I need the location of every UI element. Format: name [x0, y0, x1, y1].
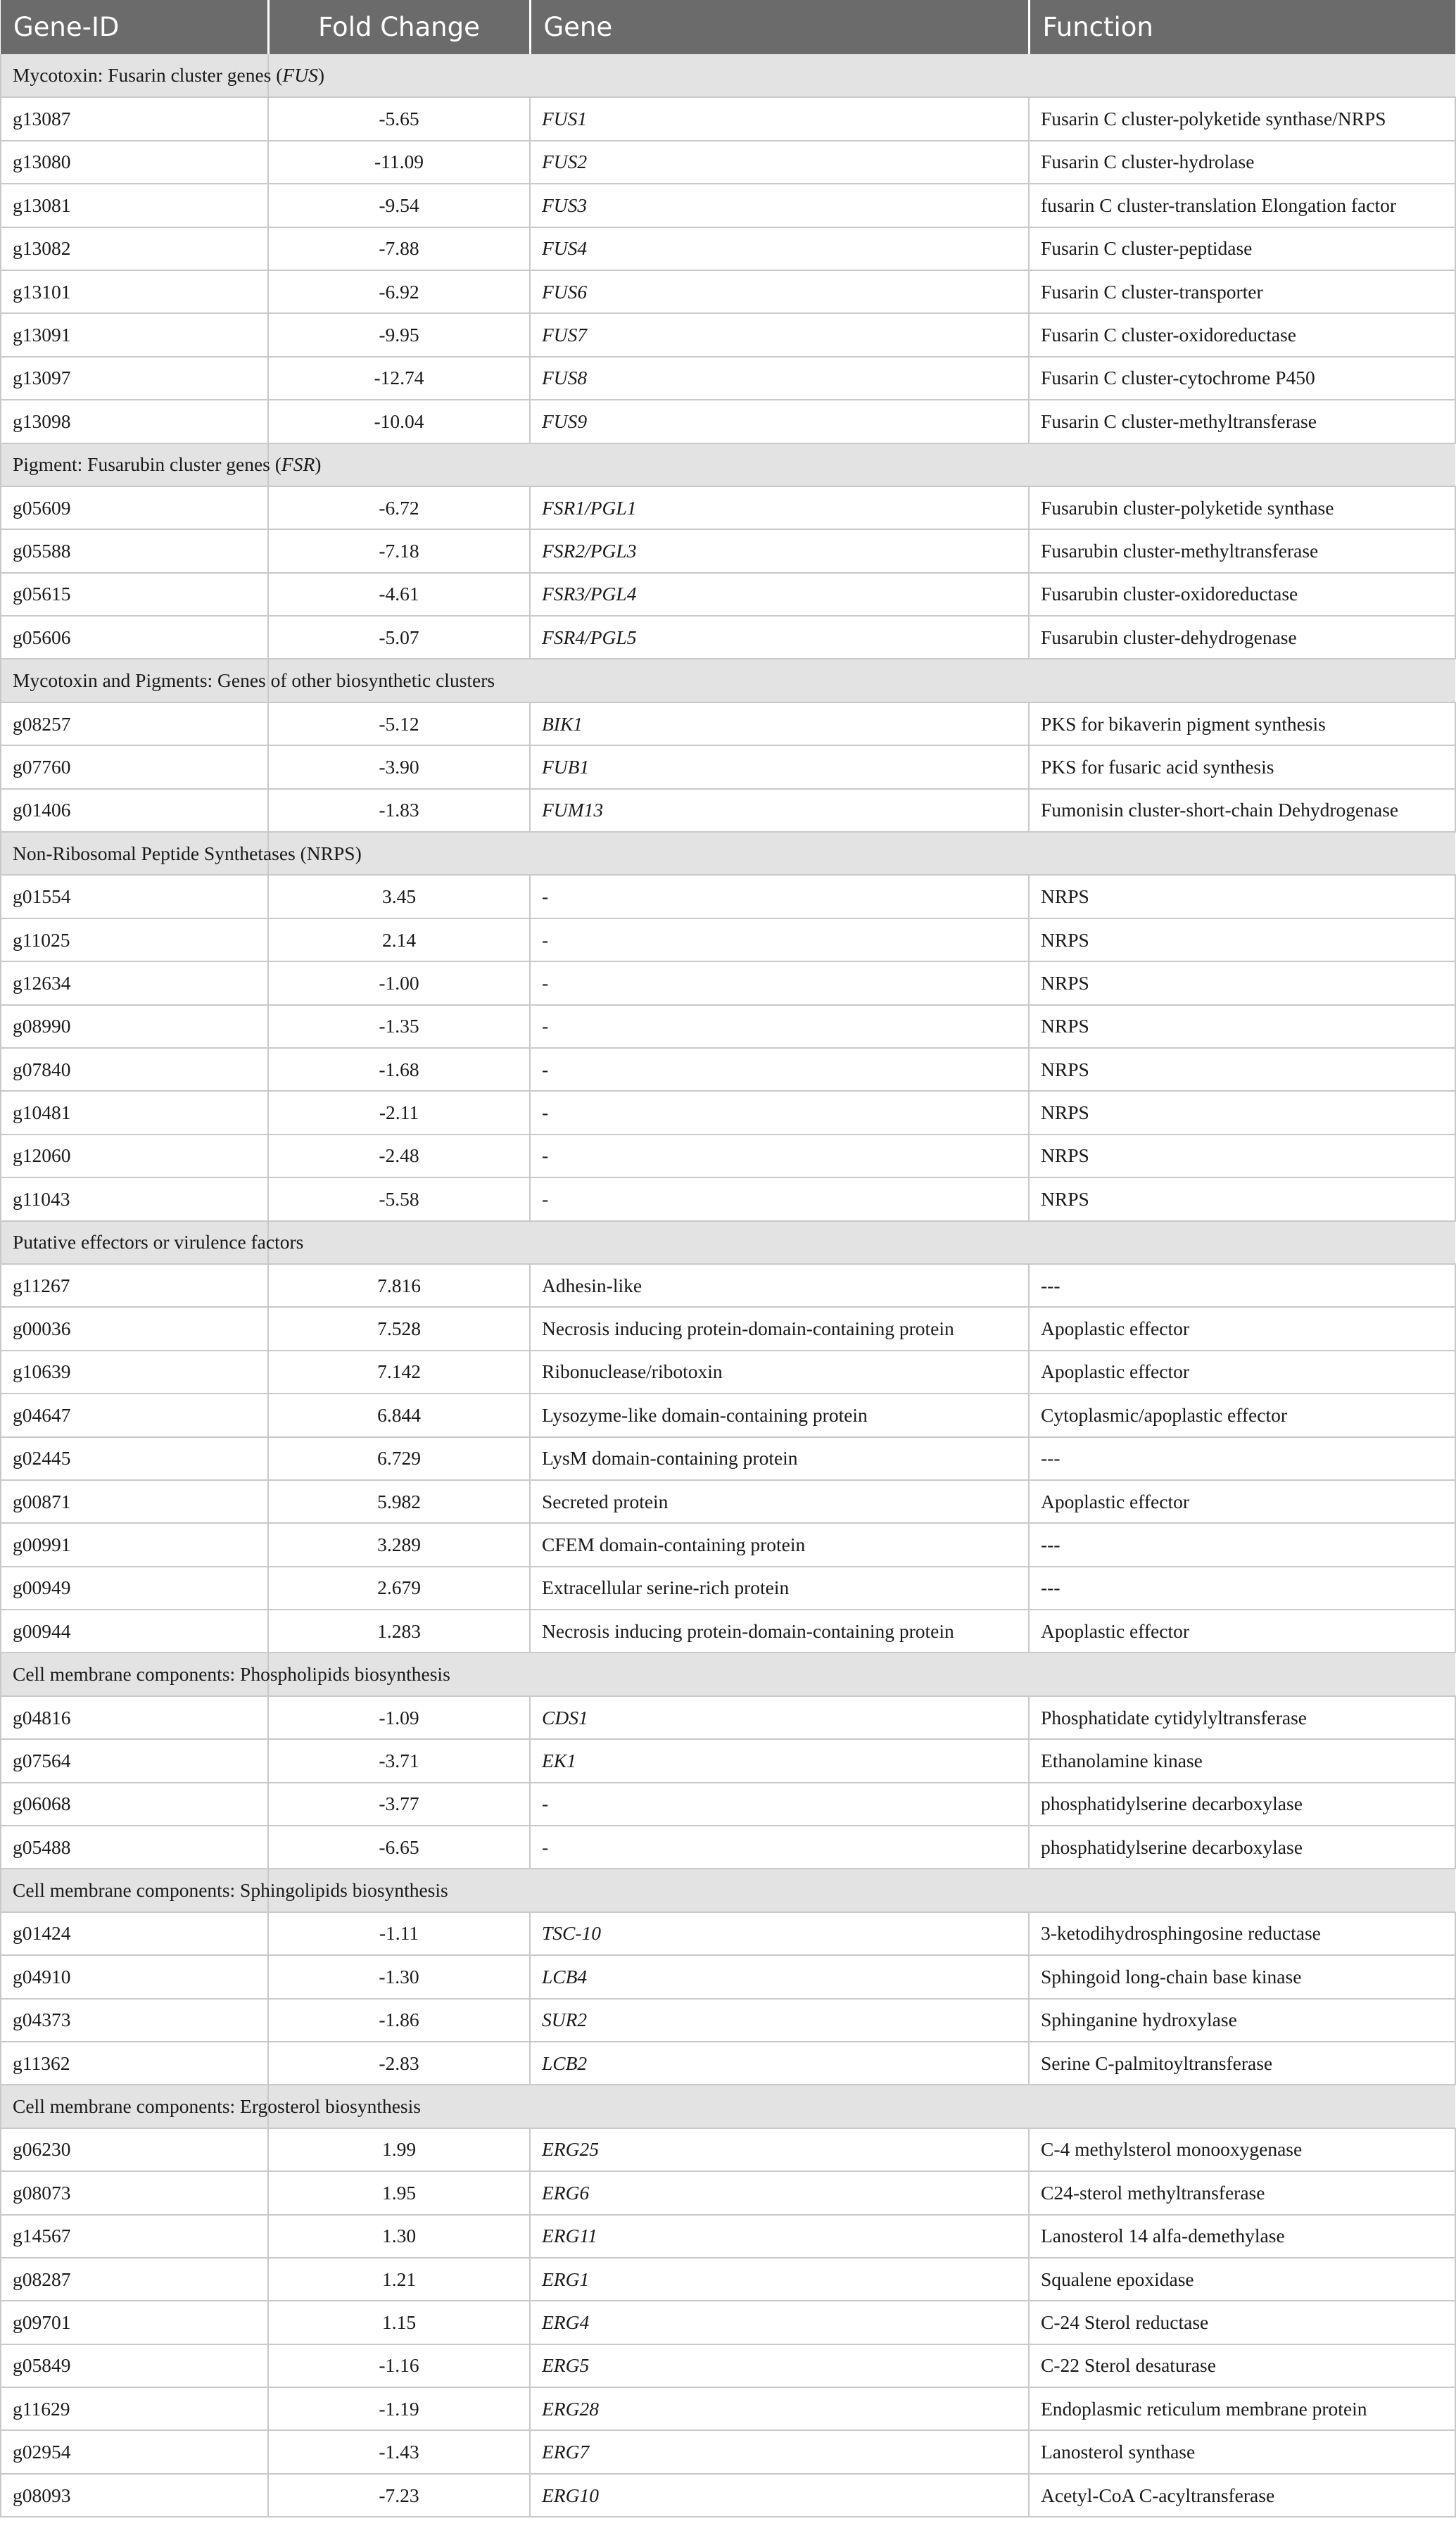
fold-change-cell: 6.729 [268, 1437, 530, 1480]
fold-change-cell: -1.16 [268, 2344, 530, 2387]
fold-change-cell: -7.18 [268, 529, 530, 572]
function-cell: NRPS [1029, 875, 1455, 918]
function-cell: --- [1029, 1437, 1455, 1480]
section-filler-cell [530, 1221, 1029, 1264]
gene-id-cell: g00871 [1, 1480, 268, 1523]
gene-id-cell: g13091 [1, 313, 268, 356]
fold-change-cell: -6.72 [268, 486, 530, 529]
table-row [1, 616, 1455, 659]
fold-change-cell: 1.95 [268, 2171, 530, 2214]
gene-cell: FUM13 [530, 789, 1029, 832]
gene-cell: - [530, 918, 1029, 961]
gene-id-cell: g04910 [1, 1955, 268, 1998]
fold-change-cell: -1.68 [268, 1048, 530, 1091]
function-cell: Fusarubin cluster-oxidoreductase [1029, 573, 1455, 616]
fold-change-cell: -1.09 [268, 1696, 530, 1739]
gene-cell: LCB2 [530, 2042, 1029, 2085]
section-title-text: Mycotoxin: Fusarin cluster genes ( [13, 64, 283, 87]
fold-change-cell: -1.43 [268, 2430, 530, 2473]
function-cell: Fusarin C cluster-peptidase [1029, 227, 1455, 270]
table-row [1, 1783, 1455, 1826]
gene-cell: - [530, 1048, 1029, 1091]
gene-id-cell: g10481 [1, 1091, 268, 1134]
function-cell: Fumonisin cluster-short-chain Dehydrogenase [1029, 789, 1455, 832]
table-row [1, 1264, 1455, 1307]
gene-cell: FSR4/PGL5 [530, 616, 1029, 659]
function-cell: Apoplastic effector [1029, 1480, 1455, 1523]
gene-id-cell: g13082 [1, 227, 268, 270]
fold-change-cell: 1.283 [268, 1610, 530, 1653]
table-row [1, 2042, 1455, 2085]
gene-cell: SUR2 [530, 1999, 1029, 2042]
gene-id-cell: g04816 [1, 1696, 268, 1739]
gene-cell: - [530, 1783, 1029, 1826]
fold-change-cell: -12.74 [268, 357, 530, 400]
gene-cell: Adhesin-like [530, 1264, 1029, 1307]
section-title [1, 832, 362, 875]
fold-change-cell: -2.83 [268, 2042, 530, 2085]
gene-cell: ERG5 [530, 2344, 1029, 2387]
section-header-row [1, 1869, 1455, 1912]
gene-cell: BIK1 [530, 702, 1029, 745]
gene-id-cell: g05615 [1, 573, 268, 616]
function-cell: NRPS [1029, 918, 1455, 961]
fold-change-cell: -5.12 [268, 702, 530, 745]
section-title-text: Mycotoxin and Pigments: Genes of other biosynthetic clusters [13, 669, 495, 692]
fold-change-cell: -6.92 [268, 270, 530, 313]
header-fold-change: Fold Change [268, 0, 530, 54]
table-row [1, 1999, 1455, 2042]
gene-id-cell: g13097 [1, 357, 268, 400]
gene-id-cell: g05488 [1, 1826, 268, 1869]
section-title [1, 1653, 450, 1695]
table-row [1, 529, 1455, 572]
gene-cell: FSR2/PGL3 [530, 529, 1029, 572]
table-row [1, 141, 1455, 184]
gene-cell: ERG1 [530, 2258, 1029, 2301]
fold-change-cell: -1.11 [268, 1912, 530, 1955]
fold-change-cell: -3.90 [268, 745, 530, 788]
section-title-suffix: ) [317, 64, 324, 87]
gene-id-cell: g04373 [1, 1999, 268, 2042]
gene-id-cell: g10639 [1, 1351, 268, 1394]
fold-change-cell: -1.19 [268, 2387, 530, 2430]
table-row [1, 357, 1455, 400]
table-row [1, 1523, 1455, 1566]
function-cell: Sphinganine hydroxylase [1029, 1999, 1455, 2042]
gene-cell: Extracellular serine-rich protein [530, 1567, 1029, 1610]
function-cell: C24-sterol methyltransferase [1029, 2171, 1455, 2214]
function-cell: NRPS [1029, 1135, 1455, 1177]
function-cell: C-24 Sterol reductase [1029, 2301, 1455, 2344]
fold-change-cell: -2.11 [268, 1091, 530, 1134]
gene-id-cell: g12060 [1, 1135, 268, 1177]
gene-id-cell: g00991 [1, 1523, 268, 1566]
function-cell: Fusarubin cluster-methyltransferase [1029, 529, 1455, 572]
table-row [1, 1912, 1455, 1955]
function-cell: Lanosterol synthase [1029, 2430, 1455, 2473]
fold-change-cell: 6.844 [268, 1394, 530, 1436]
function-cell: Fusarin C cluster-hydrolase [1029, 141, 1455, 184]
gene-cell: - [530, 1135, 1029, 1177]
section-filler-cell [1029, 832, 1455, 875]
section-filler-cell [530, 659, 1029, 702]
function-cell: PKS for fusaric acid synthesis [1029, 745, 1455, 788]
function-cell: Fusarin C cluster-polyketide synthase/NRPS [1029, 97, 1455, 140]
fold-change-cell: 7.528 [268, 1307, 530, 1350]
function-cell: Ethanolamine kinase [1029, 1739, 1455, 1782]
gene-cell: ERG25 [530, 2128, 1029, 2171]
table-row [1, 918, 1455, 961]
gene-cell: ERG6 [530, 2171, 1029, 2214]
gene-cell: FUS9 [530, 400, 1029, 443]
table-row [1, 1955, 1455, 1998]
section-title-text: Cell membrane components: Ergosterol biosynthesis [13, 2095, 421, 2118]
gene-id-cell: g02445 [1, 1437, 268, 1480]
gene-cell: - [530, 961, 1029, 1004]
fold-change-cell: 2.14 [268, 918, 530, 961]
gene-id-cell: g08990 [1, 1005, 268, 1048]
table-row [1, 1177, 1455, 1220]
section-header-row [1, 832, 1455, 875]
header-function: Function [1029, 0, 1455, 54]
table-row [1, 875, 1455, 918]
fold-change-cell: -1.35 [268, 1005, 530, 1048]
table-row [1, 2387, 1455, 2430]
fold-change-cell: 1.30 [268, 2215, 530, 2258]
function-cell: Apoplastic effector [1029, 1610, 1455, 1653]
fold-change-cell: 3.289 [268, 1523, 530, 1566]
gene-cell: FSR3/PGL4 [530, 573, 1029, 616]
gene-id-cell: g02954 [1, 2430, 268, 2473]
gene-id-cell: g11267 [1, 1264, 268, 1307]
fold-change-cell: -9.54 [268, 184, 530, 227]
section-header-row [1, 443, 1455, 486]
gene-cell: Necrosis inducing protein-domain-containing protein [530, 1610, 1029, 1653]
table-row [1, 1394, 1455, 1436]
gene-cell: FUS2 [530, 141, 1029, 184]
section-header-row [1, 659, 1455, 702]
gene-cell: - [530, 1005, 1029, 1048]
section-filler-cell [530, 54, 1029, 97]
gene-id-cell: g01424 [1, 1912, 268, 1955]
gene-id-cell: g14567 [1, 2215, 268, 2258]
table-row [1, 573, 1455, 616]
section-header-row [1, 1221, 1455, 1264]
section-filler-cell [530, 1869, 1029, 1912]
gene-id-cell: g13081 [1, 184, 268, 227]
section-filler-cell [530, 1653, 1029, 1695]
gene-cell: FUB1 [530, 745, 1029, 788]
function-cell: --- [1029, 1264, 1455, 1307]
function-cell: Apoplastic effector [1029, 1351, 1455, 1394]
fold-change-cell: 3.45 [268, 875, 530, 918]
function-cell: Fusarin C cluster-oxidoreductase [1029, 313, 1455, 356]
function-cell: NRPS [1029, 1091, 1455, 1134]
table-row [1, 270, 1455, 313]
gene-cell: FSR1/PGL1 [530, 486, 1029, 529]
fold-change-cell: -11.09 [268, 141, 530, 184]
function-cell: PKS for bikaverin pigment synthesis [1029, 702, 1455, 745]
fold-change-cell: -7.88 [268, 227, 530, 270]
fold-change-cell: 7.816 [268, 1264, 530, 1307]
table-row [1, 1826, 1455, 1869]
table-row [1, 184, 1455, 227]
function-cell: Fusarubin cluster-dehydrogenase [1029, 616, 1455, 659]
table-row [1, 2171, 1455, 2214]
section-filler-cell [530, 832, 1029, 875]
section-title-text: Pigment: Fusarubin cluster genes ( [13, 453, 281, 476]
function-cell: Lanosterol 14 alfa-demethylase [1029, 2215, 1455, 2258]
function-cell: Squalene epoxidase [1029, 2258, 1455, 2301]
gene-id-cell: g06068 [1, 1783, 268, 1826]
gene-id-cell: g00944 [1, 1610, 268, 1653]
table-row [1, 1005, 1455, 1048]
table-row [1, 97, 1455, 140]
function-cell: NRPS [1029, 1048, 1455, 1091]
table-row [1, 2258, 1455, 2301]
section-title [1, 443, 322, 486]
gene-cell: FUS6 [530, 270, 1029, 313]
gene-cell: TSC-10 [530, 1912, 1029, 1955]
fold-change-cell: -6.65 [268, 1826, 530, 1869]
gene-cell: - [530, 875, 1029, 918]
table-row [1, 961, 1455, 1004]
function-cell: phosphatidylserine decarboxylase [1029, 1826, 1455, 1869]
function-cell: C-4 methylsterol monooxygenase [1029, 2128, 1455, 2171]
gene-id-cell: g00949 [1, 1567, 268, 1610]
function-cell: Serine C-palmitoyltransferase [1029, 2042, 1455, 2085]
gene-id-cell: g05606 [1, 616, 268, 659]
section-filler-cell [268, 1221, 530, 1264]
function-cell: Apoplastic effector [1029, 1307, 1455, 1350]
section-title-text: Cell membrane components: Phospholipids biosynthesis [13, 1663, 450, 1686]
fold-change-cell: 1.15 [268, 2301, 530, 2344]
function-cell: NRPS [1029, 1177, 1455, 1220]
gene-cell: - [530, 1177, 1029, 1220]
function-cell: C-22 Sterol desaturase [1029, 2344, 1455, 2387]
gene-id-cell: g07840 [1, 1048, 268, 1091]
table-row [1, 1696, 1455, 1739]
fold-change-cell: 7.142 [268, 1351, 530, 1394]
section-title-text: Putative effectors or virulence factors [13, 1231, 304, 1253]
gene-id-cell: g11629 [1, 2387, 268, 2430]
section-header-row [1, 2085, 1455, 2128]
table-row [1, 702, 1455, 745]
function-cell: --- [1029, 1523, 1455, 1566]
section-title [1, 2085, 421, 2128]
fold-change-cell: 2.679 [268, 1567, 530, 1610]
fold-change-cell: -10.04 [268, 400, 530, 443]
gene-id-cell: g08093 [1, 2474, 268, 2517]
fold-change-cell: 5.982 [268, 1480, 530, 1523]
fold-change-cell: -5.58 [268, 1177, 530, 1220]
function-cell: NRPS [1029, 961, 1455, 1004]
table-row [1, 1610, 1455, 1653]
fold-change-cell: -9.95 [268, 313, 530, 356]
section-title-gene-symbol: FUS [282, 64, 318, 87]
table-row [1, 1351, 1455, 1394]
gene-id-cell: g11025 [1, 918, 268, 961]
gene-id-cell: g07760 [1, 745, 268, 788]
function-cell: Fusarin C cluster-transporter [1029, 270, 1455, 313]
fold-change-cell: -1.83 [268, 789, 530, 832]
table-row [1, 2344, 1455, 2387]
section-title-text: Cell membrane components: Sphingolipids biosynthesis [13, 1879, 448, 1902]
gene-cell: Lysozyme-like domain-containing protein [530, 1394, 1029, 1436]
gene-cell: ERG7 [530, 2430, 1029, 2473]
gene-cell: - [530, 1091, 1029, 1134]
section-filler-cell [1029, 1653, 1455, 1695]
function-cell: Fusarubin cluster-polyketide synthase [1029, 486, 1455, 529]
gene-id-cell: g11043 [1, 1177, 268, 1220]
table-row [1, 745, 1455, 788]
table-row [1, 227, 1455, 270]
section-filler-cell [530, 443, 1029, 486]
section-title [1, 659, 495, 702]
function-cell: fusarin C cluster-translation Elongation factor [1029, 184, 1455, 227]
section-filler-cell [530, 2085, 1029, 2128]
gene-id-cell: g13080 [1, 141, 268, 184]
fold-change-cell: -3.77 [268, 1783, 530, 1826]
gene-cell: CFEM domain-containing protein [530, 1523, 1029, 1566]
fold-change-cell: 1.21 [268, 2258, 530, 2301]
section-filler-cell [1029, 2085, 1455, 2128]
fold-change-cell: -1.30 [268, 1955, 530, 1998]
table-row [1, 1307, 1455, 1350]
gene-cell: FUS3 [530, 184, 1029, 227]
function-cell: Endoplasmic reticulum membrane protein [1029, 2387, 1455, 2430]
function-cell: Fusarin C cluster-methyltransferase [1029, 400, 1455, 443]
function-cell: 3-ketodihydrosphingosine reductase [1029, 1912, 1455, 1955]
gene-id-cell: g08257 [1, 702, 268, 745]
table-row [1, 2301, 1455, 2344]
gene-cell: FUS7 [530, 313, 1029, 356]
table-row [1, 2128, 1455, 2171]
table-row [1, 2474, 1455, 2517]
table-row [1, 1135, 1455, 1177]
section-header-row [1, 1653, 1455, 1695]
section-header-row [1, 54, 1455, 97]
gene-id-cell: g12634 [1, 961, 268, 1004]
gene-cell: ERG4 [530, 2301, 1029, 2344]
fold-change-cell: -7.23 [268, 2474, 530, 2517]
function-cell: Fusarin C cluster-cytochrome P450 [1029, 357, 1455, 400]
table-row [1, 1739, 1455, 1782]
header-row [1, 0, 1455, 54]
gene-cell: Necrosis inducing protein-domain-containing protein [530, 1307, 1029, 1350]
fold-change-cell: -1.00 [268, 961, 530, 1004]
gene-cell: FUS4 [530, 227, 1029, 270]
gene-cell: ERG11 [530, 2215, 1029, 2258]
table-row [1, 1480, 1455, 1523]
table-row [1, 1437, 1455, 1480]
fold-change-cell: -5.07 [268, 616, 530, 659]
table-row [1, 2430, 1455, 2473]
function-cell: Cytoplasmic/apoplastic effector [1029, 1394, 1455, 1436]
function-cell: NRPS [1029, 1005, 1455, 1048]
gene-id-cell: g07564 [1, 1739, 268, 1782]
section-title [1, 1221, 304, 1264]
section-filler-cell [1029, 54, 1455, 97]
section-title-gene-symbol: FSR [281, 453, 315, 476]
gene-cell: FUS1 [530, 97, 1029, 140]
fold-change-cell: -3.71 [268, 1739, 530, 1782]
gene-id-cell: g01554 [1, 875, 268, 918]
gene-cell: ERG28 [530, 2387, 1029, 2430]
gene-id-cell: g08073 [1, 2171, 268, 2214]
gene-id-cell: g08287 [1, 2258, 268, 2301]
function-cell: phosphatidylserine decarboxylase [1029, 1783, 1455, 1826]
header-gene: Gene [530, 0, 1029, 54]
table-row [1, 486, 1455, 529]
section-title [1, 54, 324, 97]
fold-change-cell: -2.48 [268, 1135, 530, 1177]
fold-change-cell: 1.99 [268, 2128, 530, 2171]
gene-cell: CDS1 [530, 1696, 1029, 1739]
function-cell: Sphingoid long-chain base kinase [1029, 1955, 1455, 1998]
table-row [1, 1091, 1455, 1134]
table-row [1, 789, 1455, 832]
gene-cell: Secreted protein [530, 1480, 1029, 1523]
gene-cell: ERG10 [530, 2474, 1029, 2517]
fold-change-cell: -1.86 [268, 1999, 530, 2042]
gene-id-cell: g05588 [1, 529, 268, 572]
fold-change-cell: -4.61 [268, 573, 530, 616]
function-cell: Phosphatidate cytidylyltransferase [1029, 1696, 1455, 1739]
gene-cell: Ribonuclease/ribotoxin [530, 1351, 1029, 1394]
function-cell: Acetyl-CoA C-acyltransferase [1029, 2474, 1455, 2517]
header-gene-id: Gene-ID [1, 0, 268, 54]
gene-id-cell: g05609 [1, 486, 268, 529]
fold-change-cell: -5.65 [268, 97, 530, 140]
section-title [1, 1869, 448, 1912]
gene-cell: FUS8 [530, 357, 1029, 400]
section-filler-cell [1029, 1869, 1455, 1912]
gene-id-cell: g01406 [1, 789, 268, 832]
function-cell: --- [1029, 1567, 1455, 1610]
section-filler-cell [1029, 659, 1455, 702]
gene-id-cell: g06230 [1, 2128, 268, 2171]
gene-cell: - [530, 1826, 1029, 1869]
gene-cell: LysM domain-containing protein [530, 1437, 1029, 1480]
section-filler-cell [1029, 1221, 1455, 1264]
gene-cell: LCB4 [530, 1955, 1029, 1998]
table-row [1, 1048, 1455, 1091]
gene-id-cell: g05849 [1, 2344, 268, 2387]
gene-id-cell: g13087 [1, 97, 268, 140]
table-row [1, 313, 1455, 356]
table-row [1, 2215, 1455, 2258]
section-title-suffix: ) [315, 453, 322, 476]
gene-id-cell: g13098 [1, 400, 268, 443]
table-row [1, 400, 1455, 443]
table-row [1, 1567, 1455, 1610]
section-filler-cell [1029, 443, 1455, 486]
gene-id-cell: g13101 [1, 270, 268, 313]
gene-id-cell: g00036 [1, 1307, 268, 1350]
gene-id-cell: g11362 [1, 2042, 268, 2085]
gene-id-cell: g04647 [1, 1394, 268, 1436]
section-title-text: Non-Ribosomal Peptide Synthetases (NRPS) [13, 842, 362, 864]
gene-id-cell: g09701 [1, 2301, 268, 2344]
gene-cell: EK1 [530, 1739, 1029, 1782]
table-body [1, 54, 1455, 2517]
